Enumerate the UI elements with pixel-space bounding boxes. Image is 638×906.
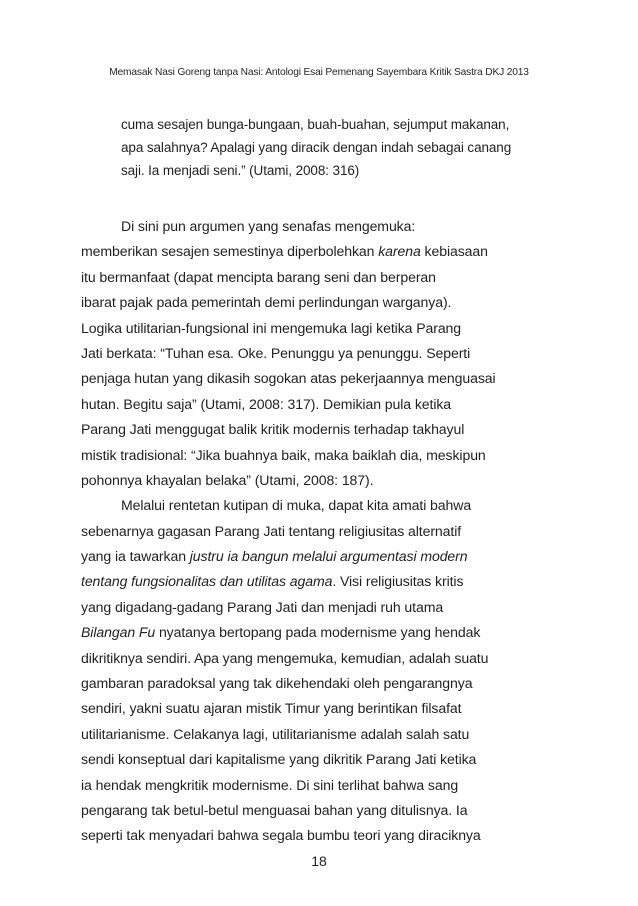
paragraph-line: pohonnya khayalan belaka” (Utami, 2008: 187). — [81, 471, 374, 488]
paragraph-line: utilitarianisme. Celakanya lagi, utilitarianisme adalah salah satu — [81, 725, 470, 742]
paragraph-line: Di sini pun argumen yang senafas mengemuka: — [121, 218, 416, 234]
paragraph-line: Melalui rentetan kutipan di muka, dapat kita amati bahwa — [121, 497, 472, 514]
block-quote — [121, 113, 511, 182]
page-number: 18 — [311, 853, 327, 869]
quote-line: saji. Ia menjadi seni.” (Utami, 2008: 316) — [121, 163, 360, 178]
paragraph-line — [81, 620, 496, 645]
paragraph-line: Logika utilitarian-fungsional ini mengemuka lagi ketika Parang — [81, 319, 462, 336]
paragraph-line: Jati berkata: “Tuhan esa. Oke. Penunggu ya penunggu. Seperti — [81, 344, 471, 361]
paragraph-line — [81, 239, 496, 264]
italic-term: karena — [378, 243, 421, 260]
paragraph-line: gambaran paradoksal yang tak dikehendaki oleh pengarangnya — [81, 675, 473, 692]
text-run: kebiasaan — [420, 243, 488, 260]
text-run: yang ia tawarkan — [81, 548, 190, 565]
italic-phrase: justru ia bangun melalui argumentasi modern — [189, 548, 468, 565]
paragraph-line: ibarat pajak pada pemerintah demi perlindungan warganya). — [81, 294, 452, 311]
italic-book-title: Bilangan Fu — [81, 624, 156, 641]
paragraph-line — [81, 544, 496, 569]
paragraph-line: sebenarnya gagasan Parang Jati tentang religiusitas alternatif — [81, 522, 462, 539]
paragraph-line: dikritiknya sendiri. Apa yang mengemuka, kemudian, adalah suatu — [81, 649, 489, 666]
paragraph-line — [81, 569, 496, 594]
running-header: Memasak Nasi Goreng tanpa Nasi: Antologi Esai Pemenang Sayembara Kritik Sastra DKJ 2013 — [109, 67, 529, 78]
paragraph-line: itu bermanfaat (dapat mencipta barang seni dan berperan — [81, 268, 436, 285]
quote-line: apa salahnya? Apalagi yang diracik dengan indah sebagai canang — [121, 140, 512, 155]
paragraph-line: ia hendak mengkritik modernisme. Di sini terlihat bahwa sang — [81, 776, 459, 793]
paragraph-line: Parang Jati menggugat balik kritik modernis terhadap takhayul — [81, 421, 465, 438]
paragraph-line: yang digadang-gadang Parang Jati dan menjadi ruh utama — [81, 598, 444, 615]
text-run: memberikan sesajen semestinya diperbolehkan — [81, 243, 379, 260]
paragraph-line: penjaga hutan yang dikasih sogokan atas pekerjaannya menguasai — [81, 370, 496, 387]
paragraph-line: hutan. Begitu saja” (Utami, 2008: 317). Demikian pula ketika — [81, 395, 452, 412]
paragraph-line: sendi konseptual dari kapitalisme yang dikritik Parang Jati ketika — [81, 751, 477, 768]
quote-line: cuma sesajen bunga-bungaan, buah-buahan, sejumput makanan, — [121, 117, 510, 132]
body-text — [81, 214, 496, 849]
paragraph-line: seperti tak menyadari bahwa segala bumbu teori yang diraciknya — [81, 827, 481, 844]
paragraph-line: mistik tradisional: “Jika buahnya baik, maka baiklah dia, meskipun — [81, 446, 486, 463]
text-run: . Visi religiusitas kritis — [332, 573, 464, 590]
paragraph-line: pengarang tak betul-betul menguasai bahan yang ditulisnya. Ia — [81, 801, 468, 818]
paragraph-line: sendiri, yakni suatu ajaran mistik Timur yang berintikan filsafat — [81, 700, 462, 717]
italic-phrase: tentang fungsionalitas dan utilitas agama — [81, 573, 333, 590]
text-run: nyatanya bertopang pada modernisme yang hendak — [155, 624, 481, 641]
